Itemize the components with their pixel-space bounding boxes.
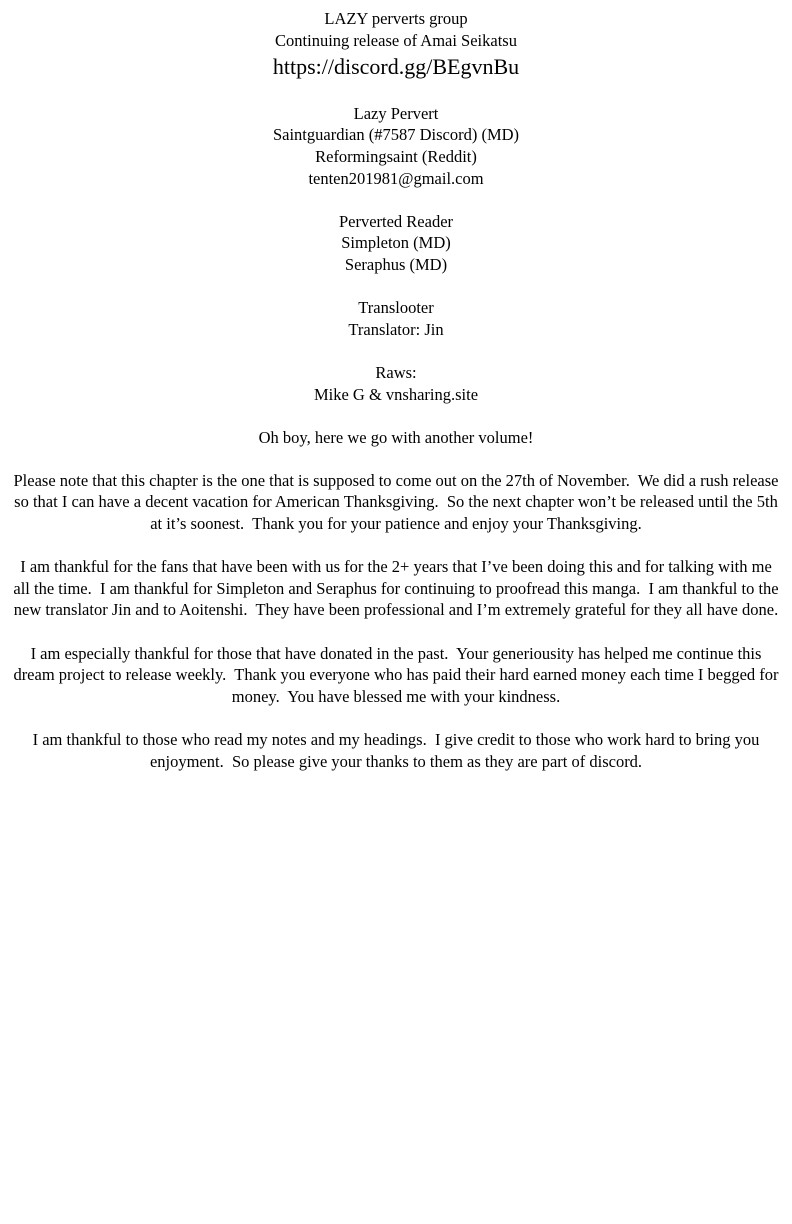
perverted-reader-section <box>10 211 782 276</box>
note-paragraph: I am especially thankful for those that have donated in the past. Your generiousity has helped me continue this dream project to release weekly. Thank you everyone who has paid their hard earned money each time I begged for money. You have blessed me with your kindness. <box>13 643 783 706</box>
note-paragraph: Oh boy, here we go with another volume! <box>258 427 534 447</box>
translooter-section <box>10 297 782 340</box>
lazy-pervert-discord: Saintguardian (#7587 Discord) (MD) <box>272 125 520 145</box>
note-paragraph: I am thankful to those who read my notes and my headings. I give credit to those who work hard to bring you enjoyment. So please give your thanks to them as they are part of discord. <box>32 730 764 771</box>
note-paragraph: I am thankful for the fans that have been with us for the 2+ years that I’ve been doing this and for talking with me all the time. I am thankful for Simpleton and Seraphus for continuing to proofread this manga. I am thankful to the new translator Jin and to Aoitenshi. They have been professional and I’m extremely grateful for they all have done. <box>13 557 783 620</box>
translator-name: Translator: Jin <box>348 319 444 339</box>
translooter-title: Translooter <box>358 298 434 318</box>
raws-source: Mike G & vnsharing.site <box>313 384 479 404</box>
lazy-pervert-email: tenten201981@gmail.com <box>308 168 484 188</box>
lazy-pervert-section <box>10 103 782 189</box>
release-title: Continuing release of Amai Seikatsu <box>275 30 517 50</box>
perverted-reader-name: Seraphus (MD) <box>344 254 448 274</box>
note-paragraph: Please note that this chapter is the one that is supposed to come out on the 27th of November. We did a rush release so that I can have a decent vacation for American Thanksgiving. So the next chapter won’t be released until the 5th at it’s soonest. Thank you for your patience and enjoy your Thanksgiving. <box>13 470 783 534</box>
raws-title: Raws: <box>375 362 417 382</box>
lazy-pervert-title: Lazy Pervert <box>353 103 439 123</box>
perverted-reader-title: Perverted Reader <box>338 211 454 231</box>
lazy-pervert-reddit: Reformingsaint (Reddit) <box>315 146 477 166</box>
discord-link[interactable]: https://discord.gg/BEgvnBu <box>272 54 520 80</box>
perverted-reader-name: Simpleton (MD) <box>341 233 451 253</box>
raws-section <box>10 362 782 405</box>
group-name: LAZY perverts group <box>324 9 468 28</box>
header-block <box>10 8 782 81</box>
